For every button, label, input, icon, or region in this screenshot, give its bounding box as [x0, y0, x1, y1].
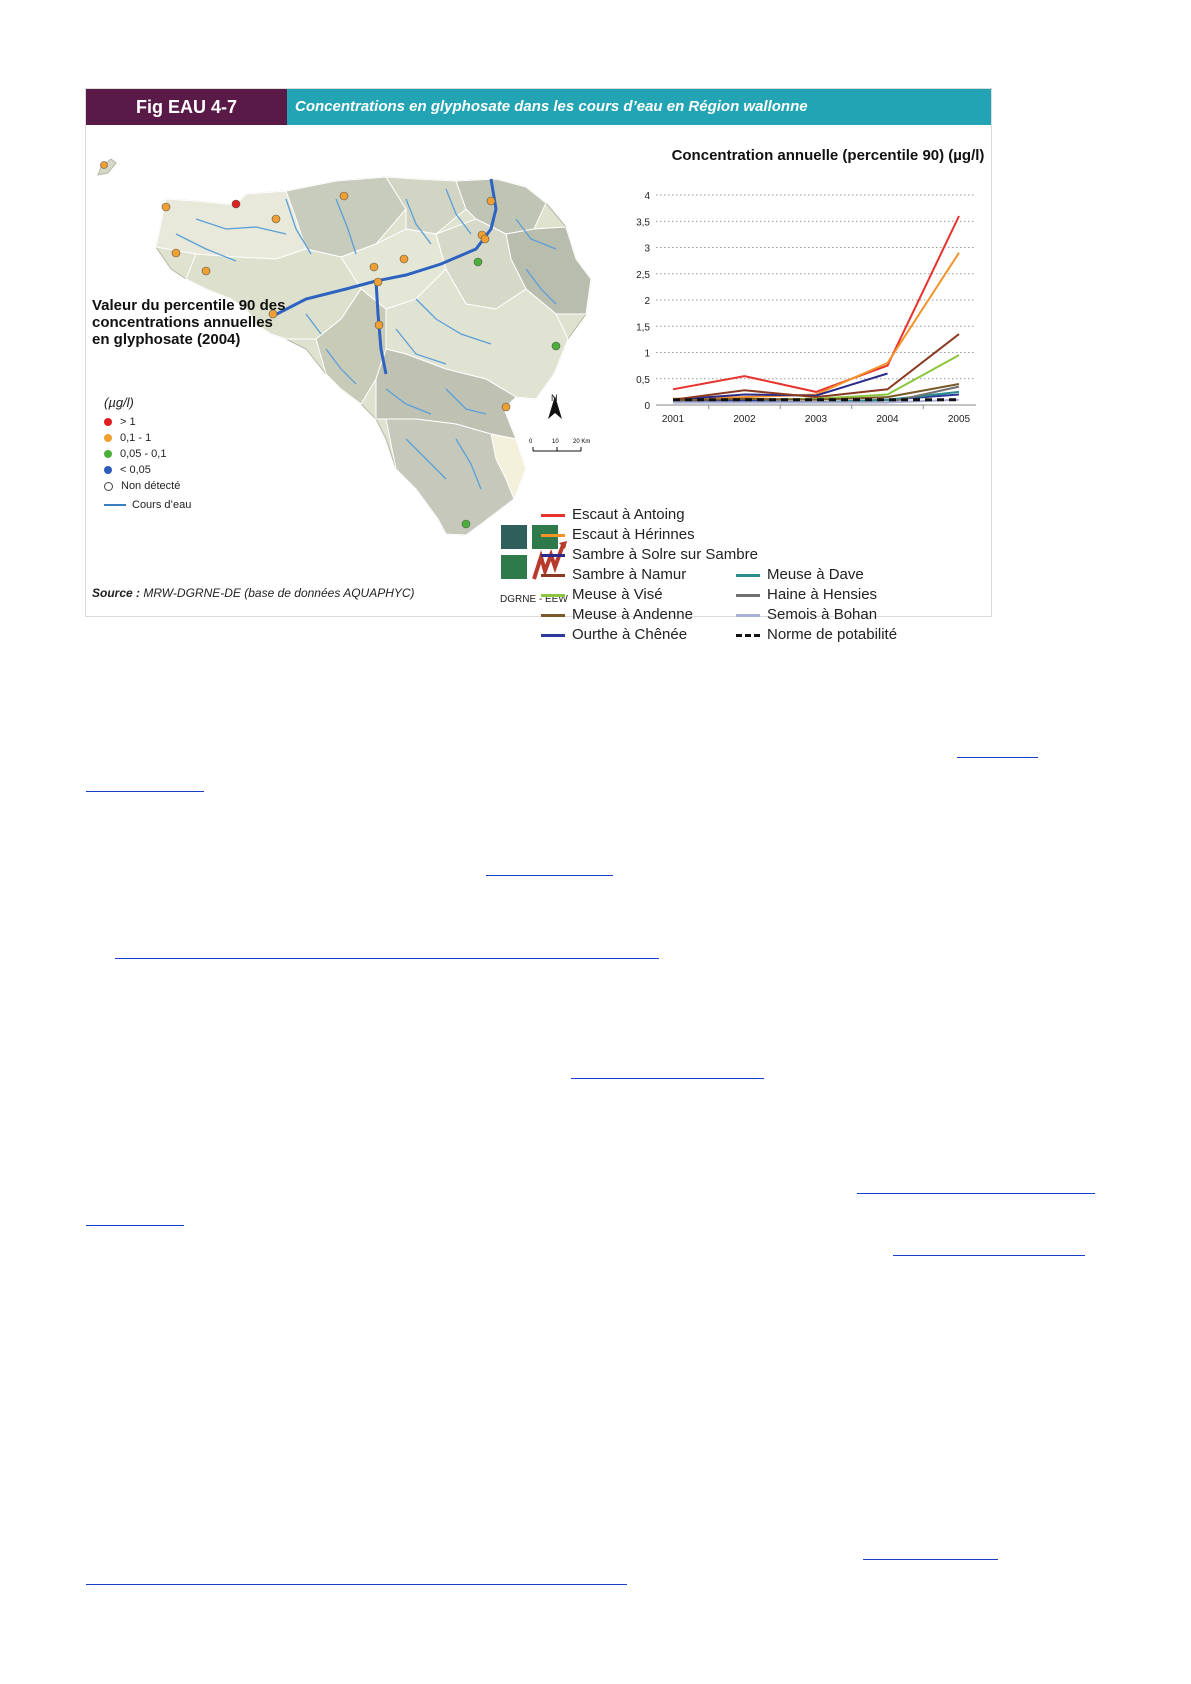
station-dot	[552, 342, 560, 350]
hyperlink-underline[interactable]	[863, 1559, 998, 1560]
legend-entry	[541, 626, 687, 643]
scale-label: 10	[552, 439, 559, 445]
station-dot	[370, 263, 378, 271]
legend-swatch	[541, 574, 565, 577]
figure-title: Concentrations en glyphosate dans les cours d’eau en Région wallonne	[287, 89, 991, 125]
map-legend-item: 0,05 - 0,1	[104, 448, 166, 460]
hyperlink-underline[interactable]	[86, 1225, 184, 1226]
legend-swatch	[736, 594, 760, 597]
legend-label: Meuse à Visé	[572, 586, 663, 603]
hyperlink-underline[interactable]	[857, 1193, 1095, 1194]
y-tick-label: 1,5	[636, 322, 650, 334]
map-legend-item: Cours d’eau	[104, 499, 191, 511]
y-tick-label: 2,5	[636, 269, 650, 281]
y-tick-label: 4	[644, 191, 650, 202]
legend-swatch	[736, 634, 760, 637]
legend-label: Sambre à Solre sur Sambre	[572, 546, 758, 563]
series-line	[673, 334, 959, 400]
x-tick-label: 2002	[733, 414, 756, 425]
legend-dot	[104, 418, 112, 426]
hyperlink-underline[interactable]	[957, 757, 1038, 758]
legend-entry	[736, 566, 864, 583]
legend-river-swatch	[104, 504, 126, 506]
station-dot	[487, 197, 495, 205]
legend-swatch	[736, 614, 760, 617]
x-tick-label: 2003	[804, 414, 828, 425]
station-dot	[202, 267, 210, 275]
legend-entry	[541, 606, 693, 623]
hyperlink-underline[interactable]	[115, 958, 659, 959]
station-dot	[162, 203, 170, 211]
station-dot	[272, 215, 280, 223]
map-legend-item: < 0,05	[104, 464, 151, 476]
svg-text:N: N	[551, 393, 558, 403]
legend-label: Haine à Hensies	[767, 586, 878, 603]
series-line	[673, 216, 959, 392]
map-legend-unit: (µg/l)	[104, 395, 134, 410]
figure-header	[86, 89, 991, 125]
north-arrow-icon	[548, 393, 562, 419]
station-dot	[502, 403, 510, 411]
map-title: Valeur du percentile 90 des concentrations annuelles en glyphosate (2004)	[92, 297, 286, 348]
map-zone	[156, 191, 306, 259]
x-tick-label: 2005	[947, 414, 971, 425]
station-dot	[481, 235, 489, 243]
legend-entry	[541, 526, 695, 543]
scale-bar	[529, 439, 590, 451]
legend-entry	[736, 626, 897, 643]
line-chart	[616, 189, 991, 519]
y-tick-label: 3	[644, 243, 650, 255]
map-legend-item: 0,1 - 1	[104, 432, 151, 444]
legend-swatch	[541, 594, 565, 597]
hyperlink-underline[interactable]	[486, 875, 613, 876]
legend-swatch	[541, 554, 565, 557]
figure-number: Fig EAU 4-7	[86, 89, 287, 125]
station-dot	[340, 192, 348, 200]
scale-label: 20 Km	[573, 439, 591, 445]
hyperlink-underline[interactable]	[86, 791, 204, 792]
legend-entry	[736, 586, 877, 603]
legend-entry	[541, 506, 685, 523]
legend-entry	[541, 566, 686, 583]
station-dot	[172, 249, 180, 257]
station-dot	[101, 162, 108, 169]
chart-title: Concentration annuelle (percentile 90) (µg/l)	[671, 147, 985, 164]
legend-label: Sambre à Namur	[572, 566, 687, 583]
legend-swatch	[736, 574, 760, 577]
source-note: Source : MRW-DGRNE-DE (base de données AQUAPHYC)	[92, 586, 415, 600]
hyperlink-underline[interactable]	[571, 1078, 764, 1079]
hyperlink-underline[interactable]	[893, 1255, 1085, 1256]
station-dot	[462, 520, 470, 528]
legend-entry	[541, 586, 663, 603]
y-tick-label: 0	[644, 401, 650, 412]
legend-entry	[736, 606, 877, 623]
legend-label: Escaut à Antoing	[572, 506, 685, 523]
station-dot	[374, 278, 382, 286]
x-tick-label: 2004	[876, 414, 899, 425]
legend-swatch	[541, 634, 565, 637]
map-legend-item: Non détecté	[104, 480, 180, 492]
legend-label: Semois à Bohan	[767, 606, 878, 623]
legend-dot	[104, 434, 112, 442]
x-tick-label: 2001	[661, 414, 685, 425]
legend-swatch	[541, 614, 565, 617]
figure	[86, 89, 991, 643]
legend-dot	[104, 450, 112, 458]
legend-dot	[104, 482, 113, 491]
legend-label: Meuse à Andenne	[572, 606, 693, 623]
scale-label: 0	[529, 439, 533, 445]
y-tick-label: 0,5	[636, 374, 650, 386]
legend-label: Escaut à Hérinnes	[572, 526, 695, 543]
y-tick-label: 2	[644, 296, 650, 307]
hyperlink-underline[interactable]	[86, 1584, 627, 1585]
legend-swatch	[541, 514, 565, 517]
station-dot	[375, 321, 383, 329]
legend-dot	[104, 466, 112, 474]
y-tick-label: 1	[644, 348, 650, 360]
y-tick-label: 3,5	[636, 217, 650, 229]
legend-label: Ourthe à Chênée	[572, 626, 688, 643]
logo-caption: DGRNE - EEW	[500, 594, 568, 605]
station-dot	[400, 255, 408, 263]
legend-swatch	[541, 534, 565, 537]
station-dot	[232, 200, 240, 208]
legend-entry	[541, 546, 758, 563]
map-legend-item: > 1	[104, 416, 136, 428]
legend-label: Meuse à Dave	[767, 566, 864, 583]
legend-label: Norme de potabilité	[767, 626, 898, 643]
station-dot	[474, 258, 482, 266]
